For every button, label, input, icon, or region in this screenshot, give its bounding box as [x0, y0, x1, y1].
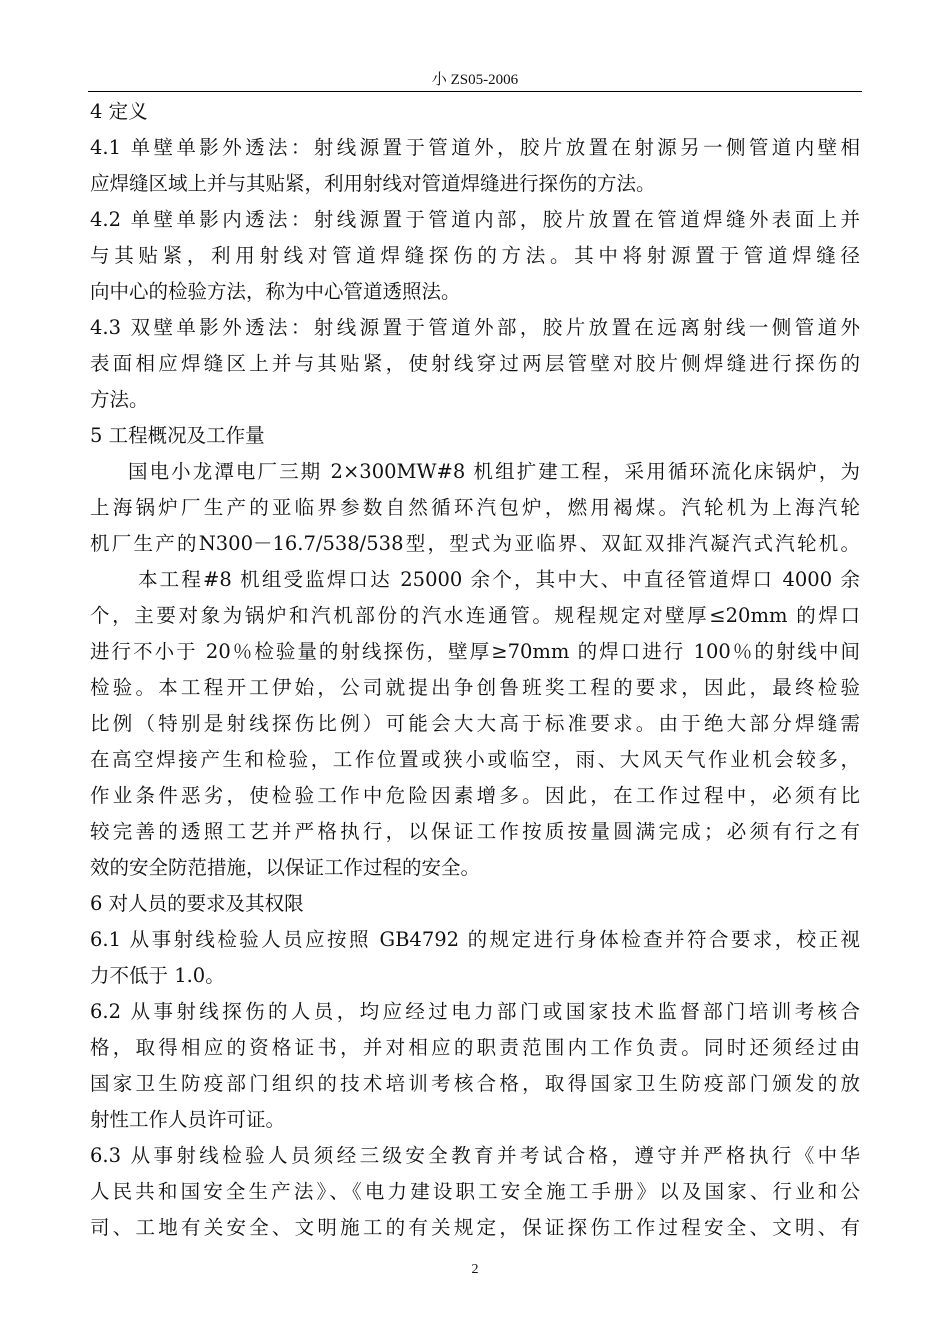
paragraph-line: 效的安全防范措施，以保证工作过程的安全。: [90, 856, 481, 879]
paragraph-line: 国家卫生防疫部门组织的技术培训考核合格，取得国家卫生防疫部门颁发的放: [90, 1072, 860, 1095]
paragraph-line: 作业条件恶劣，使检验工作中危险因素增多。因此，在工作过程中，必须有比: [90, 784, 860, 807]
paragraph-line: 较完善的透照工艺并严格执行，以保证工作按质按量圆满完成；必须有行之有: [90, 820, 860, 843]
paragraph-line: 力不低于 1.0。: [90, 964, 225, 987]
paragraph-line: 6.3 从事射线检验人员须经三级安全教育并考试合格，遵守并严格执行《中华: [90, 1144, 860, 1167]
paragraph-line: 应焊缝区域上并与其贴紧，利用射线对管道焊缝进行探伤的方法。: [90, 172, 656, 195]
paragraph-line: 上海锅炉厂生产的亚临界参数自然循环汽包炉，燃用褐煤。汽轮机为上海汽轮: [90, 496, 860, 519]
paragraph-line: 进行不小于 20％检验量的射线探伤，壁厚≥70mm 的焊口进行 100％的射线中间: [90, 640, 860, 663]
paragraph-line: 司、工地有关安全、文明施工的有关规定，保证探伤工作过程安全、文明、有: [90, 1216, 860, 1239]
page-number: 2: [471, 1262, 479, 1277]
paragraph-line: 射性工作人员许可证。: [90, 1108, 286, 1131]
paragraph-line: 4.1 单壁单影外透法：射线源置于管道外，胶片放置在射源另一侧管道内壁相: [90, 136, 860, 159]
paragraph-line: 4.2 单壁单影内透法：射线源置于管道内部，胶片放置在管道焊缝外表面上并: [90, 208, 860, 231]
paragraph-line: 方法。: [90, 388, 149, 411]
paragraph-line: 6.2 从事射线探伤的人员，均应经过电力部门或国家技术监督部门培训考核合: [90, 1000, 860, 1023]
paragraph-line: 格，取得相应的资格证书，并对相应的职责范围内工作负责。同时还须经过由: [90, 1036, 860, 1059]
paragraph-line: 国电小龙潭电厂三期 2×300MW#8 机组扩建工程，采用循环流化床锅炉，为: [128, 460, 860, 483]
paragraph-line: 6.1 从事射线检验人员应按照 GB4792 的规定进行身体检查并符合要求，校正视: [90, 928, 860, 951]
paragraph-line: 4.3 双壁单影外透法：射线源置于管道外部，胶片放置在远离射线一侧管道外: [90, 316, 860, 339]
paragraph-line: 本工程#8 机组受监焊口达 25000 余个，其中大、中直径管道焊口 4000 余: [138, 568, 860, 591]
section-heading-4: 4 定义: [90, 100, 148, 123]
paragraph-line: 比例（特别是射线探伤比例）可能会大大高于标准要求。由于绝大部分焊缝需: [90, 712, 860, 735]
paragraph-line: 人民共和国安全生产法》、《电力建设职工安全施工手册》以及国家、行业和公: [90, 1180, 860, 1203]
paragraph-line: 与其贴紧，利用射线对管道焊缝探伤的方法。其中将射源置于管道焊缝径: [90, 244, 860, 267]
paragraph-line: 个，主要对象为锅炉和汽机部份的汽水连通管。规程规定对壁厚≤20mm 的焊口: [90, 604, 860, 627]
paragraph-line: 检验。本工程开工伊始，公司就提出争创鲁班奖工程的要求，因此，最终检验: [90, 676, 860, 699]
header-rule: [88, 91, 862, 92]
paragraph-line: 表面相应焊缝区上并与其贴紧，使射线穿过两层管壁对胶片侧焊缝进行探伤的: [90, 352, 860, 375]
document-body: [90, 94, 860, 1246]
paragraph-line: 在高空焊接产生和检验，工作位置或狭小或临空，雨、大风天气作业机会较多，: [90, 748, 860, 771]
page-header: 小 ZS05-2006: [431, 72, 519, 88]
paragraph-line: 机厂生产的N300－16.7/538/538型，型式为亚临界、双缸双排汽凝汽式汽轮机。: [90, 532, 860, 555]
section-heading-6: 6 对人员的要求及其权限: [90, 892, 304, 915]
paragraph-line: 向中心的检验方法，称为中心管道透照法。: [90, 280, 461, 303]
section-heading-5: 5 工程概况及工作量: [90, 424, 265, 447]
